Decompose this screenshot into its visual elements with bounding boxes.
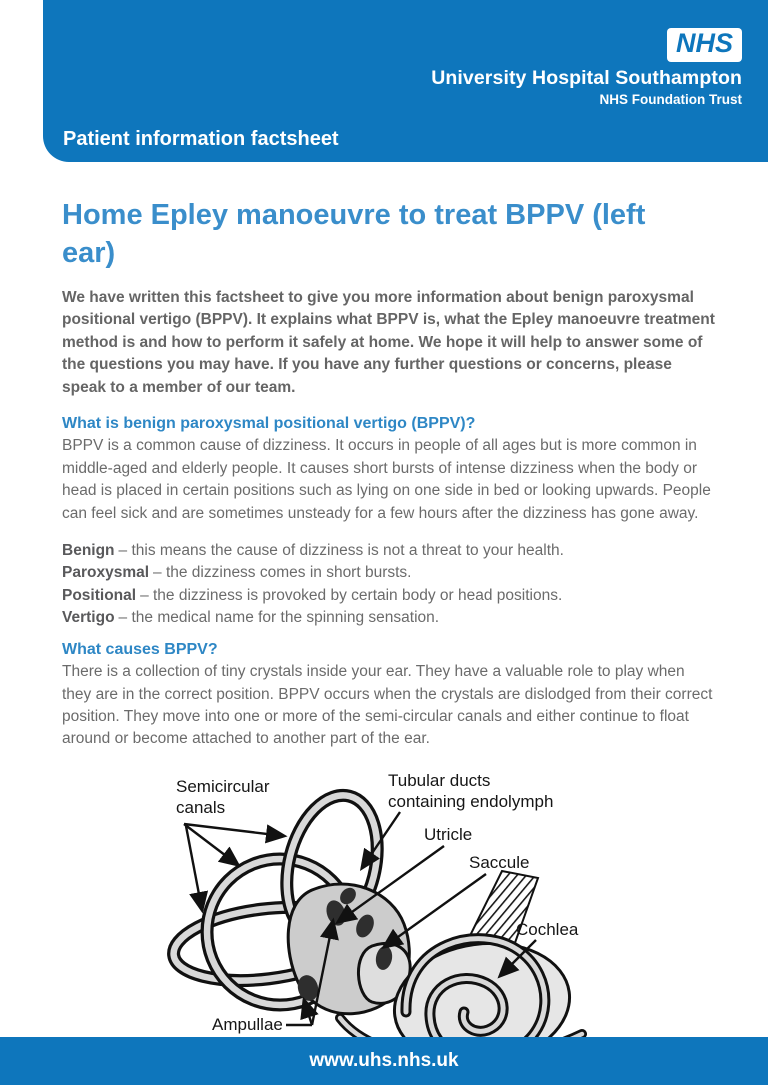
section-body-what-causes-bppv: There is a collection of tiny crystals inside your ear. They have a valuable role to play when they are in the correct position. BPPV occurs when the crystals are dislodged from their correct position. They move into one or more of the semi-circular canals and either continue to float around or become attached to another part of the ear. — [62, 663, 713, 748]
definition-list — [62, 540, 717, 630]
label-saccule: Saccule — [469, 852, 530, 872]
label-cochlea: Cochlea — [516, 919, 579, 939]
page-title: Home Epley manoeuvre to treat BPPV (left ear) — [62, 199, 646, 269]
definition-term: Vertigo — [62, 609, 115, 627]
definition-term: Positional — [62, 586, 137, 604]
label-ampullae: Ampullae — [212, 1014, 283, 1034]
inner-ear-diagram — [160, 766, 620, 1066]
nhs-logo — [667, 28, 742, 62]
banner-title: Patient information factsheet — [63, 128, 339, 150]
intro-paragraph: We have written this factsheet to give you more information about benign paroxysmal positional vertigo (BPPV). It explains what BPPV is, what the Epley manoeuvre treatment method is and how to perform it safely at home. We hope it will help to answer some of the questions you may have. If you have any further questions or concerns, please speak to a member of our team. — [62, 289, 715, 396]
definition-benign — [62, 540, 717, 562]
trust-identity — [431, 28, 742, 107]
definition-text: – the dizziness comes in short bursts. — [153, 564, 412, 582]
section-heading-what-is-bppv: What is benign paroxysmal positional vertigo (BPPV)? — [62, 415, 476, 433]
label-utricle: Utricle — [424, 824, 473, 844]
definition-text: – the medical name for the spinning sensation. — [118, 609, 440, 627]
section-body-what-is-bppv: BPPV is a common cause of dizziness. It occurs in people of all ages but is more common in middle-aged and elderly people. It causes short bursts of intense dizziness when the body or head is placed in certain positions such as lying on one side in bed or looking upwards. People can feel sick and are sometimes unsteady for a few hours after the dizziness has gone away. — [62, 437, 711, 522]
section-heading-what-causes-bppv: What causes BPPV? — [62, 640, 218, 658]
header-banner — [43, 0, 768, 162]
label-semicircular-canals: Semicircular canals — [176, 776, 270, 817]
label-tubular-ducts: Tubular ducts containing endolymph — [388, 770, 554, 811]
definition-vertigo — [62, 607, 717, 629]
definition-text: – the dizziness is provoked by certain body or head positions. — [140, 586, 563, 604]
factsheet-body — [62, 196, 717, 1066]
org-name: University Hospital Southampton — [431, 67, 742, 89]
nhs-logo-text: NHS — [675, 28, 733, 58]
org-subtitle: NHS Foundation Trust — [599, 92, 742, 107]
definition-text: – this means the cause of dizziness is not a threat to your health. — [118, 542, 564, 560]
footer-bar — [0, 1037, 768, 1085]
definition-term: Benign — [62, 542, 115, 560]
footer-url: www.uhs.nhs.uk — [309, 1050, 459, 1071]
definition-positional — [62, 585, 717, 607]
definition-paroxysmal — [62, 562, 717, 584]
definition-term: Paroxysmal — [62, 564, 150, 582]
